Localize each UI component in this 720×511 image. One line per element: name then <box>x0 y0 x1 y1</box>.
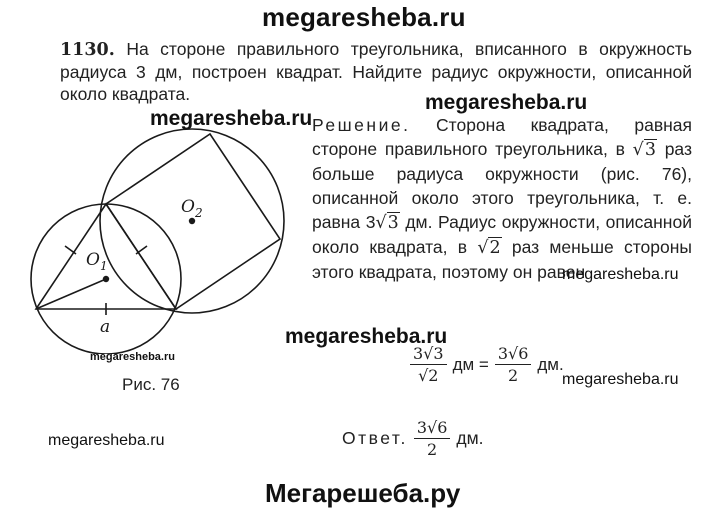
solution-label: Решение. <box>312 115 411 135</box>
watermark-mid-3: megaresheba.ru <box>285 325 448 348</box>
label-a: a <box>100 317 111 337</box>
watermark-top: megaresheba.ru <box>262 2 466 32</box>
watermark-bottom: Мегарешеба.ру <box>265 478 461 508</box>
watermark-small-4: megaresheba.ru <box>48 432 165 449</box>
label-o1: $O_1$ <box>86 250 108 273</box>
unit-2: дм. <box>537 354 564 374</box>
tick-left <box>65 246 76 254</box>
problem-number: 1130. <box>60 40 115 60</box>
watermark-mid-2: megaresheba.ru <box>150 107 313 130</box>
solution-part-1: Сторона квадрата, равная стороне правильного треугольника, в <box>312 115 692 159</box>
solution-part-4: раз меньше стороны этого квадрата, поэтому он равен <box>312 237 692 282</box>
unit-1: дм = <box>452 354 489 374</box>
solution-part-2: раз больше радиуса окружности (рис. 76), описанной около этого треугольника, т. е. равна 3 <box>312 139 692 232</box>
answer-fraction: $\frac{3√6}{2}$ <box>414 418 451 459</box>
watermark-mid-1: megaresheba.ru <box>425 91 588 114</box>
problem-text: На стороне правильного треугольника, вписанного в окружность радиуса 3 дм, построен квадрат. Найдите радиус окружности, описанной около квадрата. <box>60 39 692 104</box>
problem-statement <box>60 38 692 105</box>
solution-part-3: дм. Радиус окружности, описанной около квадрата, в <box>312 212 692 257</box>
tick-right <box>136 246 147 254</box>
result-formula <box>410 344 564 385</box>
sqrt-2: √2 <box>477 238 501 258</box>
geometry-figure <box>30 114 300 358</box>
sqrt-3: √3 <box>632 140 656 160</box>
sqrt-3-b: √3 <box>375 213 399 233</box>
figure-svg <box>30 114 300 354</box>
watermark-small-1: megaresheba.ru <box>562 266 679 283</box>
fraction-rhs: $\frac{3√6}{2}$ <box>495 344 532 385</box>
figure-caption: Рис. 76 <box>122 375 180 394</box>
watermark-small-2: megaresheba.ru <box>90 351 175 363</box>
answer-label: Ответ. <box>342 428 408 448</box>
label-o2: $O_2$ <box>181 197 203 220</box>
fraction-lhs: $\frac{3√3}{√2}$ <box>410 344 447 385</box>
answer-line <box>342 418 484 459</box>
answer-unit: дм. <box>456 428 484 448</box>
watermark-small-3: megaresheba.ru <box>562 371 679 388</box>
triangle <box>36 204 176 309</box>
solution-text <box>312 113 692 284</box>
center-o1 <box>103 276 109 282</box>
